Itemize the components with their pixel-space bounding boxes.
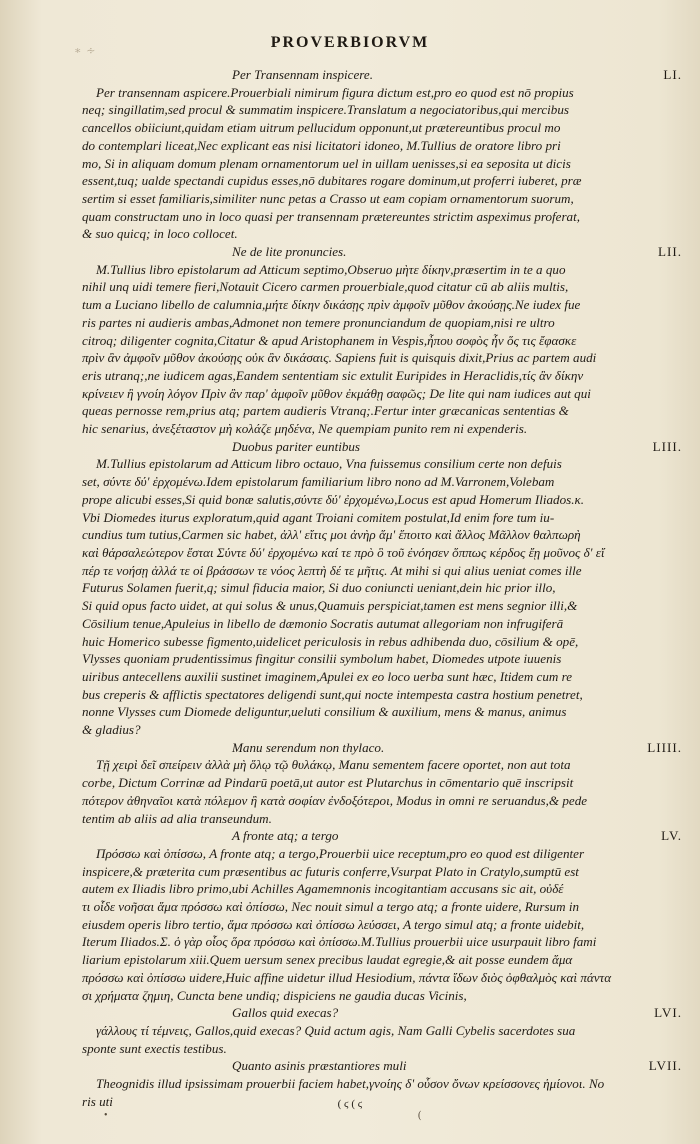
text-line: Si quid opus facto uidet, at qui solus & unus,Quamuis perspiciat,tamen est mens segnior illi,& xyxy=(82,598,578,614)
text-line: quam constructam uno in loco quasi per transennam prætereuntes strictim aspeximus proferat, xyxy=(82,208,581,224)
adage-heading xyxy=(82,66,682,84)
text-line: γάλλους τί τέμνεις, Gallos,quid execas? Quid actum agis, Nam Galli Cybelis sacerdotes sua xyxy=(96,1022,576,1038)
adage-title: Quanto asinis præstantiores muli xyxy=(232,1058,407,1074)
adage-number: LII. xyxy=(658,244,682,260)
text-line: nonne Vlysses cum Diomede deliguntur,ueluti consilium & auxilium, mens & manus, animus xyxy=(82,704,567,720)
body-text xyxy=(82,66,682,1110)
text-line: neq; singillatim,sed procul & summatim inspicere.Translatum a negociatoribus,qui mercibus xyxy=(82,102,569,118)
adage-title: Duobus pariter euntibus xyxy=(232,438,361,454)
text-line: eiusdem operis libro tertio, ἅμα πρόσσω καὶ ὀπίσσω λεύσσει, A tergo simul atq; a fronte uidebit, xyxy=(82,916,585,932)
text-line: ris uti xyxy=(82,1093,113,1109)
text-line: Vlysses quoniam prudentissimus fingitur consilii symbolum habet, Diomedes utpote iuuenis xyxy=(82,651,562,667)
text-line: & gladius? xyxy=(82,722,141,738)
text-line: Per transennam aspicere.Prouerbiali nimirum figura dictum est,pro eo quod est nō propius xyxy=(96,84,574,100)
text-line: τι οἶδε νοῆσαι ἅμα πρόσσω καὶ ὀπίσσω, Nec nouit simul a tergo atq; a fronte uidere, Rursum in xyxy=(82,899,580,915)
text-line: καὶ θάρσαλεώτερον ἔσται Σύντε δύ' ἐρχομένω καί τε πρὸ ὃ τοῦ ἐνόησεν ὅππως κέρδος ἔῃ μοῦνος δ' εἴ xyxy=(82,544,605,560)
text-line: & suo quicq; in loco collocet. xyxy=(82,226,238,242)
adage-heading xyxy=(82,438,682,456)
text-line: corbe, Dictum Corrinæ ad Pindarū poetā,ut autor est Plutarchus in cōmentario quē inscripsit xyxy=(82,775,574,791)
adage-number: LIIII. xyxy=(647,739,682,755)
text-line: nihil unq uidi temere fieri,Notauit Cicero carmen prouerbiale,quod citatur cū ab aliis multis, xyxy=(82,279,569,295)
text-line: huic Homerico subesse figmento,uidelicet periculosis in rebus adhibenda duo, cōsilium & opē, xyxy=(82,633,579,649)
adage-number: LVII. xyxy=(648,1058,682,1074)
text-line: πρὶν ἂν ἀμφοῖν μῦθον ἀκούσῃς οὐκ ἂν δικάσαις. Sapiens fuit is quisquis dixit,Prius ac partem audi xyxy=(82,350,597,366)
adage-title: Ne de lite pronuncies. xyxy=(232,244,347,260)
text-line: queas pernosse rem,prius atq; partem audieris Vtranq;.Fertur inter græcanicas sententias & xyxy=(82,403,569,419)
text-line: cancellos obiiciunt,quidam etiam uitrum pellucidum opponunt,ut prætereuntibus procul mo xyxy=(82,120,561,136)
text-line: essent,tuq; ualde spectandi cupidus esses,nō dubitares rogare dominum,ut proferri iuberet, præ xyxy=(82,173,582,189)
text-line: σι χρήματα ζημιη, Cuncta bene undiq; dispiciens ne gaudia ducas Vicinis, xyxy=(82,987,467,1003)
page-header: PROVERBIORVM xyxy=(270,34,430,51)
text-line: do contemplari liceat,Nec explicant eas nisi licitatori idoneo, M.Tullius de oratore libro pri xyxy=(82,137,561,153)
bottom-dot-left: • xyxy=(104,1110,108,1121)
text-line: uiribus antecellens auxilii sustinet imaginem,Apulei ex eo loco uerba sunt hæc, Itidem cum re xyxy=(82,668,573,684)
text-line: cundius tum tutius,Carmen sic habet, ἀλλ' εἴτις μοι ἀνὴρ ἅμ' ἕποιτο καὶ ἄλλος Μᾶλλον θαλπωρὴ xyxy=(82,527,581,543)
adage-title: A fronte atq; a tergo xyxy=(232,828,339,844)
bottom-dot-right: ( xyxy=(418,1110,422,1121)
text-line: eris utranq;,ne iudicem agas,Eandem sententiam sic extulit Euripides in Heraclidis,τίς ἂν δίκην xyxy=(82,367,584,383)
adage-title: Gallos quid execas? xyxy=(232,1005,339,1021)
signature-mark: ( ϛ ( ϛ xyxy=(337,1098,363,1110)
margin-mark: ∗ ∻ xyxy=(74,45,97,57)
text-line: Futurus Solamen fuerit,q; simul fiducia maior, Si duo coniuncti ueniant,dein hic prior illo, xyxy=(82,580,556,596)
text-line: Vbi Diomedes iturus exploratum,quid agant Troiani comitem postulat,Id enim fore tum iu- xyxy=(82,509,555,525)
adage-heading xyxy=(82,827,682,845)
text-line: sertim si esset familiaris,similiter nunc petas a Crasso ut eam copiam ornamentorum suorum, xyxy=(82,190,574,206)
text-line: bus creperis & afflictis spectatores deligendi sunt,qui nocte intempesta castra hostium penetret, xyxy=(82,686,583,702)
text-line: Τῇ χειρὶ δεῖ σπείρειν ἀλλὰ μὴ ὅλῳ τῷ θυλάκῳ, Manu sementem facere oportet, non aut tota xyxy=(96,757,571,773)
text-line: Πρόσσω καὶ ὀπίσσω, A fronte atq; a tergo,Prouerbii uice receptum,pro eo quod est diligenter xyxy=(96,845,585,861)
adage-number: LI. xyxy=(663,67,682,82)
text-line: tum a Luciano libello de calumnia,μήτε δίκην δικάσῃς πρὶν ἀμφοῖν μῦθον ἀκούσῃς.Ne iudex fue xyxy=(82,297,581,313)
text-line: autem ex Iliadis libro primo,ubi Achilles Agamemnonis incogitantiam accusans sic ait, οὐδέ xyxy=(82,881,564,897)
text-line: ris partes ni audieris ambas,Admonet non temere pronunciandum de quopiam,nisi re ultro xyxy=(82,314,555,330)
adage-heading xyxy=(82,739,682,757)
text-line: Cōsilium tenue,Apuleius in libello de dæmonio Socratis autumat allegoriam non infrugiferā xyxy=(82,615,564,631)
adage-heading xyxy=(82,1057,682,1075)
adage-heading xyxy=(82,1004,682,1022)
adage-title: Manu serendum non thylaco. xyxy=(232,739,385,755)
adage-title: Per Transennam inspicere. xyxy=(232,67,373,82)
text-line: set, σύντε δύ' ἐρχομένω.Idem epistolarum familiarium libro nono ad M.Varronem,Volebam xyxy=(82,474,555,490)
adage-number: LVI. xyxy=(654,1005,682,1021)
text-line: πότερον ἀθηναῖοι κατὰ πόλεμον ἢ κατὰ σοφίαν ἐνδοξότεροι, Modus in omni re seruandus,& pede xyxy=(82,792,588,808)
text-line: πρόσσω καὶ ὀπίσσω uidere,Huic affine uidetur illud Hesiodium, πάντα ἴδων διὸς ὀφθαλμὸς καὶ πάντα xyxy=(82,969,612,985)
text-line: mo, Si in aliquam domum plenam ornamentorum uel in uillam uenisses,si ea seposita ut dicis xyxy=(82,155,571,171)
adage-number: LV. xyxy=(661,828,682,844)
text-line: liarium epistolarum xiii.Quem uersum senex precibus laudat egregie,& ait posse eundem ἅμα xyxy=(82,952,573,968)
text-line: Theognidis illud ipsissimam prouerbii faciem habet,γνοίης δ' οὖσον ὄνων κρείσσονες ἡμίονοι. No xyxy=(96,1076,605,1092)
text-line: M.Tullius epistolarum ad Atticum libro octauo, Vna fuissemus consilium certe non defuis xyxy=(96,456,562,472)
text-line: Iterum Iliados.Σ. ὁ γὰρ οἶος ὅρα πρόσσω καὶ ὀπίσσω.M.Tullius prouerbii uice usurpauit libro fami xyxy=(82,934,597,950)
text-line: πέρ τε νοήσῃ ἀλλά τε οἱ βράσσων τε νόος λεπτὴ δέ τε μῆτις. At mihi si qui alius ueniat comes ille xyxy=(82,562,582,578)
text-line: M.Tullius libro epistolarum ad Atticum septimo,Obseruo μὴτε δίκην,præsertim in te a quo xyxy=(96,261,566,277)
text-line: tentim ab aliis ad alia transeundum. xyxy=(82,810,272,826)
text-line: prope alicubi esses,Si quid bonæ salutis,σύντε δύ' ἐρχομένω,Locus est apud Homerum Iliados.κ. xyxy=(82,491,585,507)
text-line: sponte sunt exectis testibus. xyxy=(82,1040,227,1056)
text-line: citroq; diligenter cognita,Citatur & apud Aristophanem in Vespis,ἦπου σοφὸς ἦν ὅς τις ἔφασκε xyxy=(82,332,577,348)
adage-number: LIII. xyxy=(652,438,682,454)
adage-heading xyxy=(82,243,682,261)
text-line: inspicere,& præterita cum præsentibus ac futuris conferre,Vsurpat Plato in Cratylo,sumptū est xyxy=(82,863,579,879)
text-line: κρίνειεν ἢ γνοίη λόγον Πρὶν ἂν παρ' ἀμφοῖν μῦθον ἐκμάθῃ σαφῶς; De lite qui nam iudices aut qui xyxy=(82,385,591,401)
text-line: hic senarius, ἀνεξέταστον μὴ κολάζε μηδένα, Ne quempiam punito rem ni expenderis. xyxy=(82,421,528,437)
